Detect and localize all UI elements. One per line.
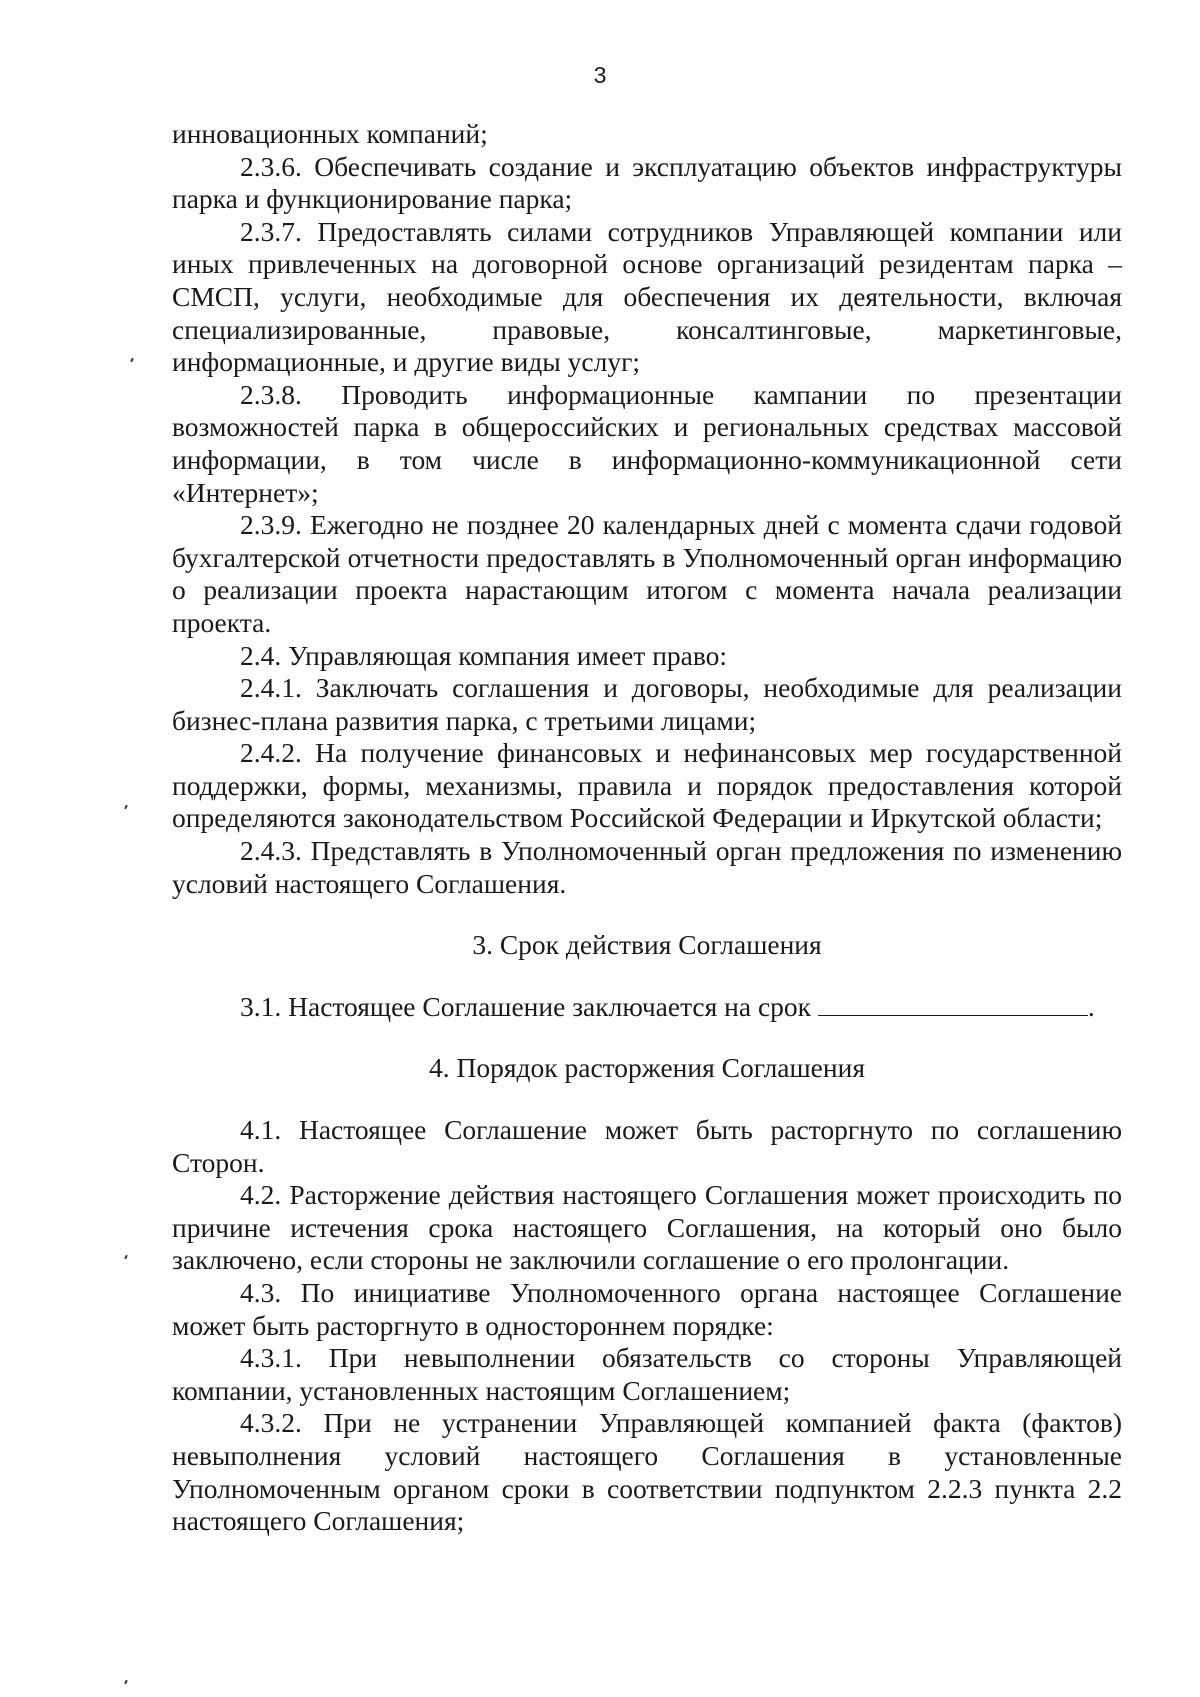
section-title: 4. Порядок расторжения Соглашения — [429, 1052, 865, 1084]
paragraph: 2.3.6. Обеспечивать создание и эксплуатацию объектов инфраструктуры парка и функционирование парка; — [172, 150, 1122, 215]
section-title: 3. Срок действия Соглашения — [472, 929, 822, 961]
paragraph: инновационных компаний; — [172, 118, 488, 149]
scan-speck — [124, 1680, 128, 1684]
scan-speck — [124, 805, 128, 809]
paragraph-text: 3.1. Настоящее Соглашение заключается на срок — [240, 990, 812, 1022]
paragraph-end: . — [1087, 990, 1095, 1022]
paragraph: 2.4. Управляющая компания имеет право: — [240, 639, 728, 671]
paragraph: 2.4.2. На получение финансовых и нефинансовых мер государственной поддержки, формы, механизмы, правила и порядок предоставления которой определяются законодательством Российской Федерации и Иркутской области; — [172, 737, 1122, 834]
paragraph — [172, 991, 1122, 1024]
document-body — [172, 118, 1122, 1538]
paragraph: 4.2. Расторжение действия настоящего Соглашения может происходить по причине истечения срока настоящего Соглашения, на который оно было заключено, если стороны не заключили соглашение о его пролонгации. — [172, 1179, 1122, 1276]
paragraph: 2.4.3. Представлять в Уполномоченный орган предложения по изменению условий настоящего Соглашения. — [172, 835, 1122, 899]
paragraph: 4.3. По инициативе Уполномоченного органа настоящее Соглашение может быть расторгнуто в одностороннем порядке: — [172, 1277, 1122, 1341]
scan-speck — [124, 1255, 128, 1259]
paragraph: 4.3.1. При невыполнении обязательств со стороны Управляющей компании, установленных настоящим Соглашением; — [172, 1342, 1122, 1406]
paragraph: 2.3.9. Ежегодно не позднее 20 календарных дней с момента сдачи годовой бухгалтерской отчетности предоставлять в Уполномоченный орган информацию о реализации проекта нарастающим итогом с момента начала реализации проекта. — [172, 509, 1122, 638]
page-number: 3 — [593, 62, 607, 88]
term-blank-line — [818, 993, 1088, 1016]
scan-speck — [130, 358, 134, 362]
paragraph: 2.3.8. Проводить информационные кампании по презентации возможностей парка в общероссийских и региональных средствах массовой информации, в том числе в информационно-коммуникационной сети «Интернет»; — [172, 378, 1122, 508]
paragraph: 4.3.2. При не устранении Управляющей компанией факта (фактов) невыполнения условий настоящего Соглашения в установленные Уполномоченным органом сроки в соответствии подпунктом 2.2.3 пункта 2.2 настоящего Соглашения; — [172, 1407, 1122, 1537]
paragraph: 4.1. Настоящее Соглашение может быть расторгнуто по соглашению Сторон. — [172, 1114, 1122, 1178]
paragraph: 2.3.7. Предоставлять силами сотрудников Управляющей компании или иных привлеченных на договорной основе организаций резидентам парка – СМСП, услуги, необходимые для обеспечения их деятельности, включая специализированные, правовые, консалтинговые, маркетинговые, информационные, и другие виды услуг; — [172, 215, 1122, 378]
paragraph: 2.4.1. Заключать соглашения и договоры, необходимые для реализации бизнес-плана развития парка, с третьими лицами; — [172, 672, 1122, 736]
